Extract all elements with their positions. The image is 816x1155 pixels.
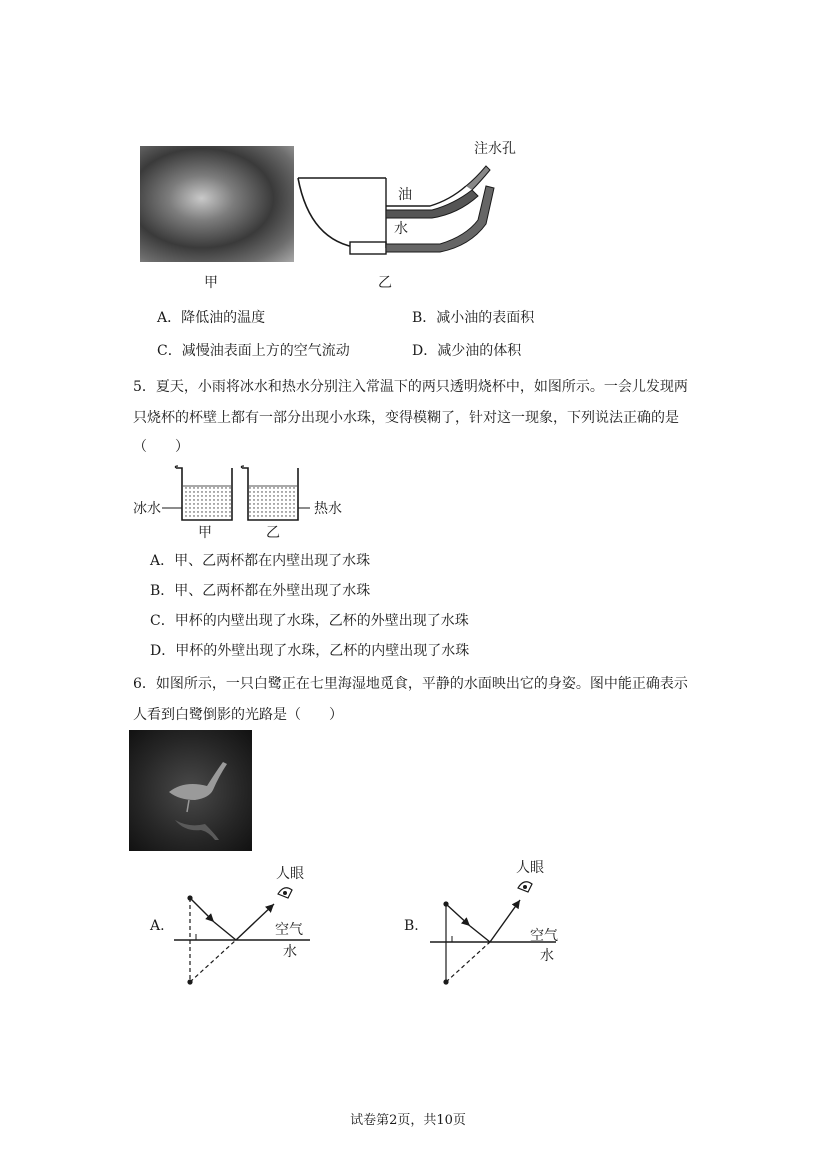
caption-jia-q5: 甲 (198, 525, 212, 541)
heron-photo (129, 730, 252, 851)
q4-option-a: A．降低油的温度 (157, 310, 266, 326)
q6-stem-line1: 6．如图所示，一只白鹭正在七里海湿地觅食，平静的水面映出它的身姿。图中能正确表示 (133, 676, 688, 692)
caption-yi-q5: 乙 (266, 525, 280, 541)
caption-jia-q4: 甲 (204, 275, 218, 291)
q5-option-a: A．甲、乙两杯都在内壁出现了水珠 (150, 553, 371, 569)
diagram-a-water-label: 水 (283, 944, 297, 960)
diagram-b-air-label: 空气 (530, 928, 558, 944)
q4-option-b: B．减小油的表面积 (412, 310, 535, 326)
diagram-b-water-label: 水 (540, 948, 554, 964)
q5-option-c: C．甲杯的内壁出现了水珠，乙杯的外壁出现了水珠 (150, 613, 469, 629)
diagram-a-eye-label: 人眼 (276, 866, 304, 882)
label-zhu-shui-kong: 注水孔 (474, 141, 516, 157)
q5-answer-blank: （ ） (133, 439, 189, 455)
oil-lamp-photo (140, 146, 294, 262)
q5-stem-line2: 只烧杯的杯壁上都有一部分出现小水珠，变得模糊了，针对这一现象，下列说法正确的是 (133, 410, 679, 426)
diagram-b-letter: B. (404, 918, 419, 934)
heron-silhouette (129, 730, 252, 851)
q5-option-d: D．甲杯的外壁出现了水珠，乙杯的内壁出现了水珠 (150, 643, 470, 659)
q4-option-c: C．减慢油表面上方的空气流动 (157, 343, 350, 359)
oil-lamp-diagram (290, 160, 520, 260)
diagram-a-letter: A. (150, 918, 165, 934)
label-hot-water: 热水 (314, 501, 342, 517)
q5-option-b: B．甲、乙两杯都在外壁出现了水珠 (150, 583, 371, 599)
q6-stem-line2: 人看到白鹭倒影的光路是（ ） (133, 707, 343, 723)
label-ice-water: 冰水 (133, 501, 161, 517)
page-footer: 试卷第2页，共10页 (350, 1113, 466, 1128)
q5-stem-line1: 5．夏天，小雨将冰水和热水分别注入常温下的两只透明烧杯中，如图所示。一会儿发现两 (133, 379, 688, 395)
diagram-b-eye-label: 人眼 (516, 860, 544, 876)
label-water: 水 (394, 221, 408, 237)
caption-yi-q4: 乙 (378, 275, 392, 291)
diagram-a-air-label: 空气 (275, 922, 303, 938)
label-oil: 油 (398, 187, 412, 203)
q4-option-d: D．减少油的体积 (412, 343, 522, 359)
beakers-diagram (160, 462, 310, 526)
